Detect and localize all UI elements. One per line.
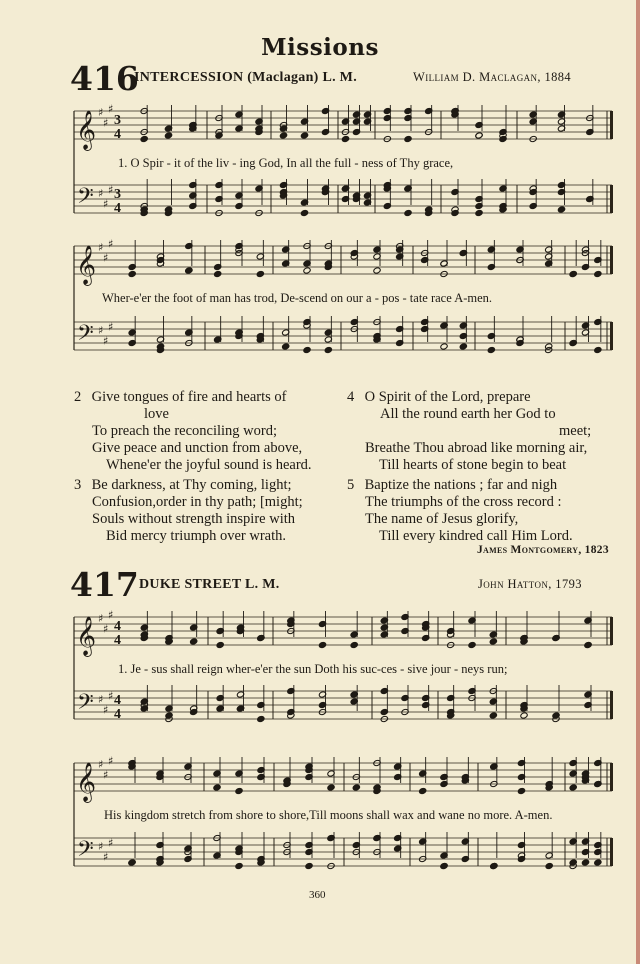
verse-line: Give peace and unction from above, (92, 440, 303, 456)
bass-clef: 𝄢 (77, 184, 94, 214)
note-head (489, 712, 497, 719)
note-head (517, 787, 525, 794)
verse-line: Baptize the nations ; far and nigh (364, 477, 558, 493)
note-head (256, 270, 264, 277)
verse-line: Breathe Thou abroad like morning air, (365, 440, 588, 456)
bass-clef: 𝄢 (77, 321, 94, 351)
verse-line: Till every kindred call Him Lord. (379, 528, 573, 544)
note-head (305, 862, 313, 869)
verse-line: Bid mercy triumph over wrath. (106, 528, 286, 544)
bass-staff (74, 322, 612, 350)
note-head (520, 712, 528, 719)
hymn-417-lyric-line-2: His kingdom stretch from shore to shore,Till moons shall wax and wane no more. A-men. (104, 808, 553, 822)
verse-line: O Spirit of the Lord, prepare (364, 389, 531, 405)
treble-staff (74, 763, 612, 791)
verse-line: Be darkness, at Thy coming, light; (91, 477, 292, 493)
verse-line: The triumphs of the cross record : (365, 494, 562, 510)
verse-line: meet; (559, 423, 592, 439)
treble-clef: 𝄞 (76, 245, 97, 285)
note-head (341, 135, 349, 142)
sharp-sign: ♯ (103, 334, 109, 348)
note-head (318, 641, 326, 648)
final-barline-thick (610, 763, 613, 791)
verse-number: 4 (347, 389, 355, 405)
note-head (282, 343, 290, 350)
verse-number: 3 (74, 477, 82, 493)
note-head (352, 784, 360, 791)
note-head (257, 715, 265, 722)
treble-clef: 𝄞 (76, 762, 97, 802)
sharp-sign: ♯ (108, 754, 114, 768)
note-head (468, 641, 476, 648)
note-head (128, 859, 136, 866)
note-head (190, 638, 198, 645)
final-barline-thick (610, 185, 613, 213)
note-head (404, 135, 412, 142)
time-signature-bottom: 4 (114, 633, 121, 648)
verse-number: 2 (74, 389, 82, 405)
final-barline-thick (610, 691, 613, 719)
note-head (279, 132, 287, 139)
note-head (216, 641, 224, 648)
hymn-417-composer: John Hatton, 1793 (478, 577, 582, 591)
sharp-sign: ♯ (98, 840, 104, 853)
final-barline-thick (610, 111, 613, 139)
sharp-sign: ♯ (108, 102, 114, 116)
note-head (235, 862, 243, 869)
sharp-sign: ♯ (98, 693, 104, 706)
verse-2 (74, 389, 346, 474)
note-head (594, 346, 602, 353)
note-head (213, 784, 221, 791)
note-head (475, 132, 483, 139)
note-head (140, 135, 148, 142)
note-head (303, 346, 311, 353)
note-head (459, 343, 467, 350)
note-head (557, 206, 565, 213)
note-head (487, 346, 495, 353)
sharp-sign: ♯ (108, 237, 114, 251)
verse-number: 5 (347, 477, 355, 493)
final-barline-thick (610, 838, 613, 866)
treble-clef: 𝄞 (76, 110, 97, 150)
note-head (569, 270, 577, 277)
sharp-sign: ♯ (98, 612, 104, 625)
note-head (128, 270, 136, 277)
sharp-sign: ♯ (98, 324, 104, 337)
sharp-sign: ♯ (103, 622, 109, 636)
sharp-sign: ♯ (108, 320, 114, 334)
verse-3 (74, 477, 346, 545)
verse-line: Give tongues of fire and hearts of (91, 389, 287, 405)
sharp-sign: ♯ (103, 197, 109, 211)
note-head (303, 267, 311, 274)
hymn-417-lyric-line-1: 1. Je - sus shall reign wher-e'er the sun Doth his suc-ces - sive jour - neys run; (118, 662, 508, 676)
sharp-sign: ♯ (98, 241, 104, 254)
hymn-417-number: 417 (70, 565, 139, 604)
note-head (300, 209, 308, 216)
note-head (490, 862, 498, 869)
time-signature-top: 4 (114, 619, 121, 634)
sharp-sign: ♯ (98, 106, 104, 119)
note-head (214, 270, 222, 277)
sharp-sign: ♯ (108, 608, 114, 622)
sharp-sign: ♯ (103, 251, 109, 265)
verse-line: Souls without strength inspire with (92, 511, 295, 527)
hymn-416-lyric-line-1: 1. O Spir - it of the liv - ing God, In all the full - ness of Thy grace, (118, 156, 454, 170)
time-signature-bottom: 4 (114, 127, 121, 142)
time-signature-top: 3 (114, 113, 121, 128)
note-head (350, 641, 358, 648)
verse-line: To preach the reconciling word; (92, 423, 277, 439)
sharp-sign: ♯ (103, 703, 109, 717)
sharp-sign: ♯ (103, 768, 109, 782)
note-head (581, 859, 589, 866)
treble-staff (74, 246, 612, 274)
verse-line: love (144, 406, 169, 422)
note-head (419, 787, 427, 794)
bass-staff (74, 838, 612, 866)
sharp-sign: ♯ (98, 187, 104, 200)
time-signature-bottom: 4 (114, 707, 121, 722)
time-signature-bottom: 4 (114, 201, 121, 216)
verse-line: Whene'er the joyful sound is heard. (106, 457, 312, 473)
note-head (164, 132, 172, 139)
note-head (440, 343, 448, 350)
hymn-416-lyric-line-2: Wher-e'er the foot of man has trod, De-scend on our a - pos - tate race A-men. (102, 291, 493, 305)
sharp-sign: ♯ (98, 758, 104, 771)
sharp-sign: ♯ (103, 116, 109, 130)
bass-clef: 𝄢 (77, 690, 94, 720)
note-head (300, 132, 308, 139)
time-signature-top: 3 (114, 187, 121, 202)
treble-clef: 𝄞 (76, 616, 97, 656)
verse-5 (347, 477, 627, 545)
note-head (327, 784, 335, 791)
note-head (373, 267, 381, 274)
treble-staff (74, 617, 612, 645)
sharp-sign: ♯ (103, 850, 109, 864)
note-head (185, 267, 193, 274)
bass-staff (74, 691, 612, 719)
sharp-sign: ♯ (108, 689, 114, 703)
final-barline-thick (610, 617, 613, 645)
verse-line: The name of Jesus glorify, (365, 511, 519, 527)
verse-line: Confusion,order in thy path; [might; (92, 494, 303, 510)
note-head (569, 784, 577, 791)
final-barline-thick (610, 246, 613, 274)
sharp-sign: ♯ (108, 836, 114, 850)
bass-clef: 𝄢 (77, 837, 94, 867)
hymn-416-number: 416 (70, 59, 139, 98)
note-head (545, 862, 553, 869)
note-head (324, 346, 332, 353)
note-head (489, 638, 497, 645)
note-head (594, 859, 602, 866)
note-head (475, 209, 483, 216)
section-title: Missions (261, 34, 379, 61)
final-barline-thick (610, 322, 613, 350)
verse-line: All the round earth her God to (380, 406, 556, 422)
note-head (235, 787, 243, 794)
note-head (594, 270, 602, 277)
sharp-sign: ♯ (108, 183, 114, 197)
verse-line: Till hearts of stone begin to beat (379, 457, 567, 473)
verse-4 (347, 389, 627, 474)
hymn-416-author: James Montgomery, 1823 (477, 544, 609, 556)
time-signature-top: 4 (114, 693, 121, 708)
hymn-417-tune: DUKE STREET L. M. (139, 577, 280, 592)
hymn-416-composer: William D. Maclagan, 1884 (413, 70, 572, 84)
hymn-416-tune: INTERCESSION (Maclagan) L. M. (134, 70, 357, 85)
note-head (404, 209, 412, 216)
page-number: 360 (309, 889, 326, 901)
note-head (440, 862, 448, 869)
